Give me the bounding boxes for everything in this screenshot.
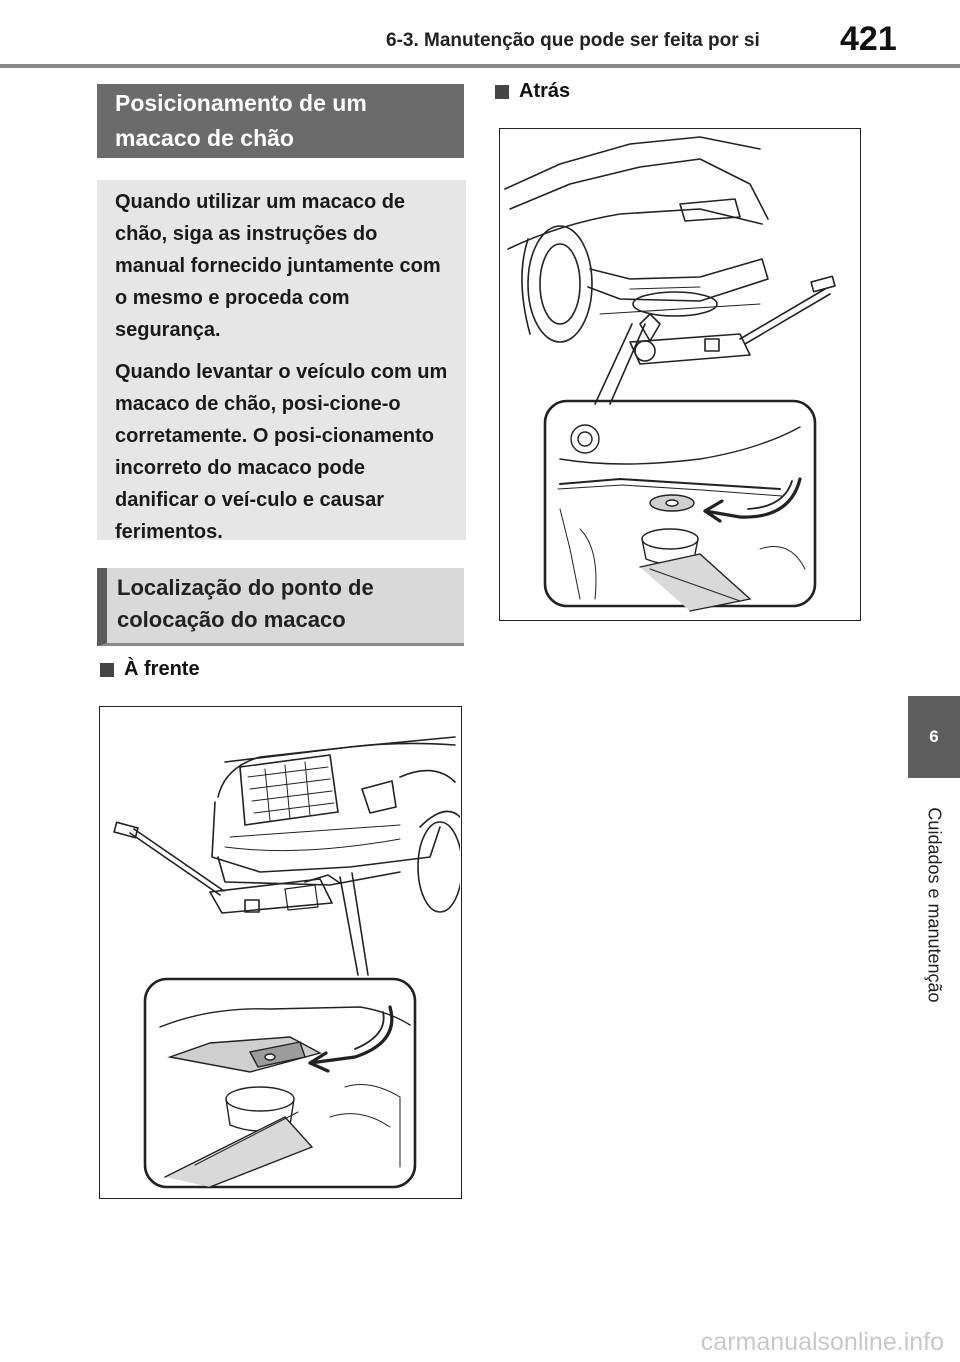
- front-illustration-drawing: [100, 707, 460, 1197]
- notice-paragraph-2: Quando levantar o veículo com um macaco de chão, posi-cione-o corretamente. O posi-cionamento incorreto do macaco pode danificar o veí-culo e causar ferimentos.: [115, 361, 448, 543]
- subheading-rear: [495, 80, 570, 103]
- rear-illustration-drawing: [500, 129, 859, 619]
- rear-jack-point-illustration: [499, 128, 861, 621]
- chapter-number: 6: [929, 727, 939, 746]
- header-rule: [0, 64, 960, 68]
- bullet-square-icon: [495, 85, 509, 99]
- running-header-title: 6-3. Manutenção que pode ser feita por si: [386, 30, 760, 51]
- subheading-rear-label: Atrás: [519, 80, 571, 102]
- page-number: 421: [840, 20, 897, 58]
- chapter-tab: [908, 696, 960, 778]
- section-heading-floor-jack: [97, 84, 464, 158]
- front-jack-point-illustration: [99, 706, 462, 1199]
- chapter-label: Cuidados e manutenção: [924, 807, 945, 1003]
- section-heading-jack-point: [97, 568, 464, 646]
- watermark-text: carmanualsonline.info: [700, 1328, 944, 1356]
- subheading-front: [100, 658, 200, 681]
- section-heading-text: Localização do ponto de colocação do macaco: [117, 575, 374, 632]
- subheading-front-label: À frente: [124, 658, 200, 680]
- notice-paragraph-1: Quando utilizar um macaco de chão, siga as instruções do manual fornecido juntamente com o mesmo e proceda com segurança.: [115, 191, 441, 341]
- notice-box: [97, 180, 466, 543]
- bullet-square-icon: [100, 663, 114, 677]
- section-heading-text: Posicionamento de um macaco de chão: [115, 90, 367, 151]
